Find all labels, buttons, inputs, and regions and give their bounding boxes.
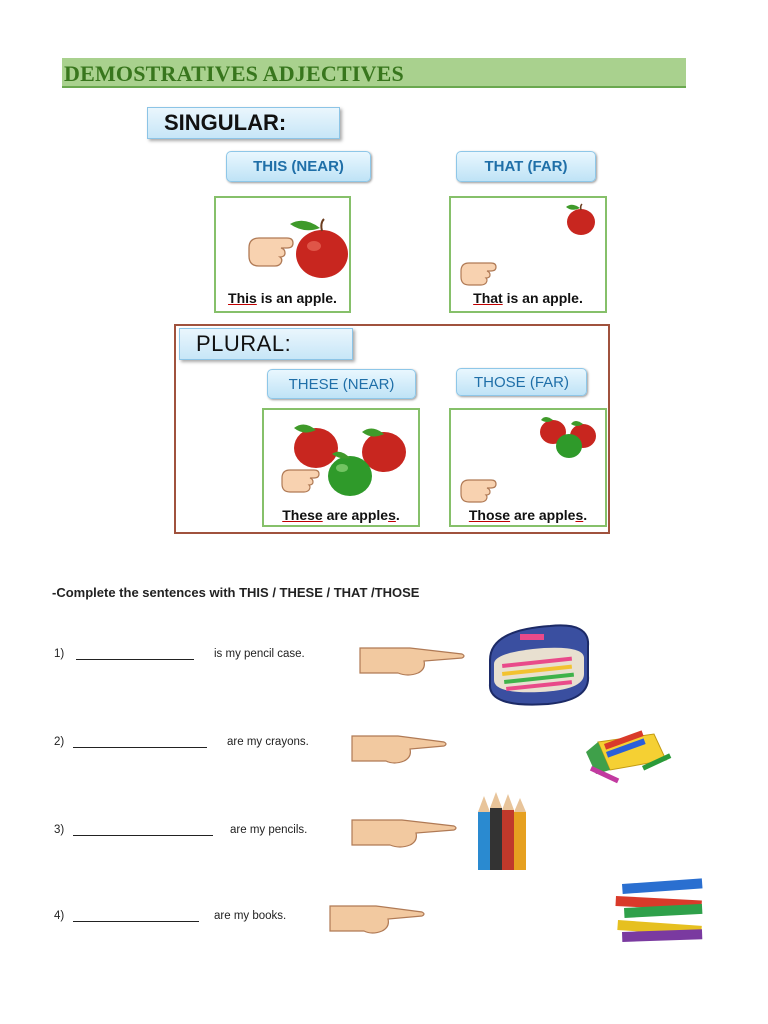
answer-blank-2[interactable]	[73, 747, 207, 748]
answer-blank-1[interactable]	[76, 659, 194, 660]
those-apples-card	[449, 408, 607, 527]
that-apple-card	[449, 196, 607, 313]
item-number: 1)	[54, 648, 65, 660]
pencil-case-icon	[480, 620, 592, 708]
item-text: are my crayons.	[227, 736, 309, 748]
those-far-label: THOSE (FAR)	[456, 368, 587, 396]
this-near-label: THIS (NEAR)	[226, 151, 371, 182]
these-near-label: THESE (NEAR)	[267, 369, 416, 399]
these-caption: These are apples.	[282, 507, 400, 523]
apples-icon	[539, 414, 603, 464]
answer-blank-3[interactable]	[73, 835, 213, 836]
hand-pointing-apples-icon	[278, 418, 418, 498]
that-caption: That is an apple.	[473, 290, 583, 306]
item-number: 3)	[54, 824, 65, 836]
colored-pencils-icon	[476, 792, 530, 872]
hand-pointing-right-icon	[328, 898, 428, 938]
hand-pointing-icon	[459, 470, 505, 500]
item-text: are my pencils.	[230, 824, 308, 836]
hand-pointing-right-icon	[358, 640, 468, 680]
item-number: 2)	[54, 736, 65, 748]
item-text: are my books.	[214, 910, 287, 922]
page-title-bar	[62, 58, 686, 88]
singular-heading: SINGULAR:	[147, 107, 340, 139]
hand-pointing-icon	[459, 253, 505, 283]
hand-pointing-right-icon	[350, 812, 460, 852]
item-number: 4)	[54, 910, 65, 922]
plural-heading: PLURAL:	[179, 328, 353, 360]
apple-icon	[563, 202, 599, 238]
hand-pointing-apple-icon	[246, 216, 356, 286]
these-apples-card	[262, 408, 420, 527]
answer-blank-4[interactable]	[73, 921, 199, 922]
those-caption: Those are apples.	[468, 507, 588, 523]
page-title: DEMOSTRATIVES ADJECTIVES	[64, 61, 404, 86]
item-text: is my pencil case.	[214, 648, 305, 660]
this-caption: This is an apple.	[228, 290, 337, 306]
hand-pointing-right-icon	[350, 728, 450, 768]
crayons-box-icon	[584, 722, 680, 784]
books-stack-icon	[612, 880, 712, 948]
that-far-label: THAT (FAR)	[456, 151, 596, 182]
exercise-instruction: -Complete the sentences with THIS / THESE / THAT /THOSE	[52, 585, 420, 600]
this-apple-card	[214, 196, 351, 313]
